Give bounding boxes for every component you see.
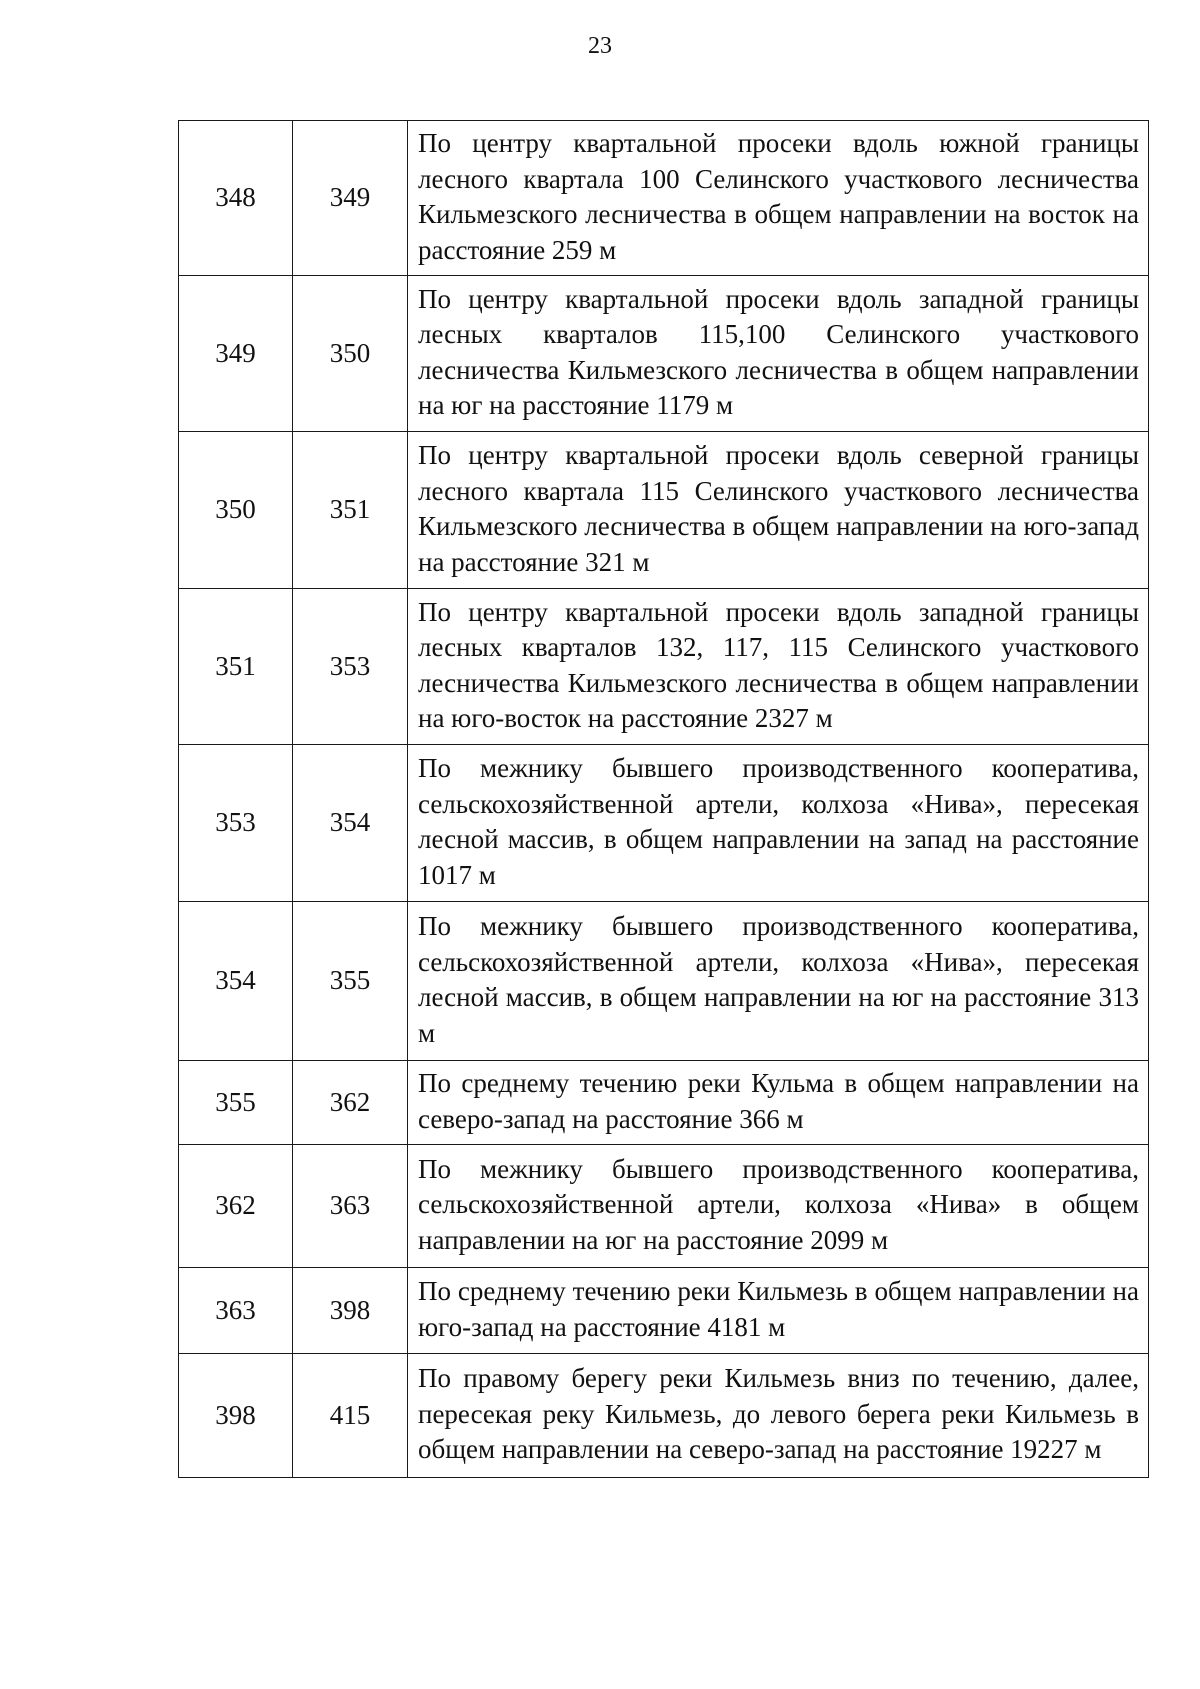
from-point-cell: 348 [179, 121, 293, 276]
table-row [179, 276, 1149, 432]
boundary-description-cell: По среднему течению реки Кульма в общем направлении на северо-запад на расстояние 366 м [408, 1061, 1149, 1145]
boundary-description-cell: По правому берегу реки Кильмезь вниз по течению, далее, пересекая реку Кильмезь, до левого берега реки Кильмезь в общем направлении на северо-запад на расстояние 19227 м [408, 1354, 1149, 1478]
boundary-description-cell: По центру квартальной просеки вдоль западной границы лесных кварталов 132, 117, 115 Селинского участкового лесничества Кильмезского лесничества в общем направлении на юго-восток на расстояние 2327 м [408, 589, 1149, 745]
table-row [179, 1354, 1149, 1478]
to-point-cell: 350 [293, 276, 408, 432]
to-point-cell: 354 [293, 745, 408, 902]
to-point-cell: 349 [293, 121, 408, 276]
table-row [179, 121, 1149, 276]
from-point-cell: 355 [179, 1061, 293, 1145]
table-row [179, 589, 1149, 745]
to-point-cell: 362 [293, 1061, 408, 1145]
to-point-cell: 355 [293, 902, 408, 1061]
from-point-cell: 398 [179, 1354, 293, 1478]
boundary-description-cell: По центру квартальной просеки вдоль южной границы лесного квартала 100 Селинского участкового лесничества Кильмезского лесничества в общем направлении на восток на расстояние 259 м [408, 121, 1149, 276]
from-point-cell: 351 [179, 589, 293, 745]
boundary-description-cell: По центру квартальной просеки вдоль северной границы лесного квартала 115 Селинского участкового лесничества Кильмезского лесничества в общем направлении на юго-запад на расстояние 321 м [408, 432, 1149, 589]
from-point-cell: 353 [179, 745, 293, 902]
table-row [179, 1145, 1149, 1268]
boundary-description-cell: По межнику бывшего производственного кооператива, сельскохозяйственной артели, колхоза «Нива» в общем направлении на юг на расстояние 2099 м [408, 1145, 1149, 1268]
from-point-cell: 354 [179, 902, 293, 1061]
boundary-description-cell: По среднему течению реки Кильмезь в общем направлении на юго-запад на расстояние 4181 м [408, 1268, 1149, 1354]
boundary-description-cell: По межнику бывшего производственного кооператива, сельскохозяйственной артели, колхоза «Нива», пересекая лесной массив, в общем направлении на юг на расстояние 313 м [408, 902, 1149, 1061]
boundary-description-cell: По центру квартальной просеки вдоль западной границы лесных кварталов 115,100 Селинского участкового лесничества Кильмезского лесничества в общем направлении на юг на расстояние 1179 м [408, 276, 1149, 432]
boundary-description-table [178, 120, 1149, 1478]
to-point-cell: 351 [293, 432, 408, 589]
table-row [179, 1268, 1149, 1354]
boundary-description-cell: По межнику бывшего производственного кооператива, сельскохозяйственной артели, колхоза «Нива», пересекая лесной массив, в общем направлении на запад на расстояние 1017 м [408, 745, 1149, 902]
table-row [179, 1061, 1149, 1145]
to-point-cell: 363 [293, 1145, 408, 1268]
table-row [179, 745, 1149, 902]
from-point-cell: 350 [179, 432, 293, 589]
from-point-cell: 363 [179, 1268, 293, 1354]
from-point-cell: 362 [179, 1145, 293, 1268]
from-point-cell: 349 [179, 276, 293, 432]
to-point-cell: 353 [293, 589, 408, 745]
table-row [179, 902, 1149, 1061]
to-point-cell: 398 [293, 1268, 408, 1354]
table-row [179, 432, 1149, 589]
to-point-cell: 415 [293, 1354, 408, 1478]
page-number: 23 [588, 33, 612, 59]
